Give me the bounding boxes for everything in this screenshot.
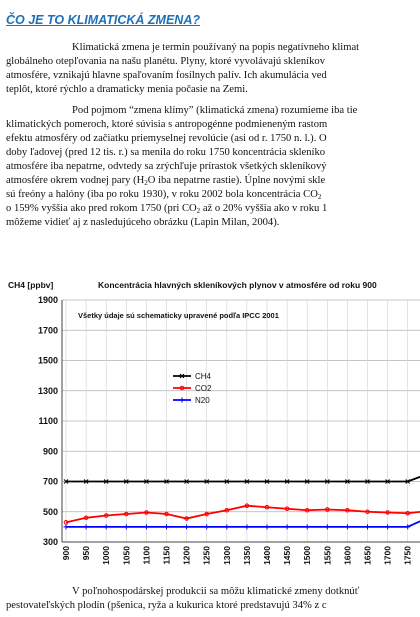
x-tick-label: 900 — [61, 546, 71, 561]
text-line: môžeme vidieť aj z nasledujúceho obrázku (Lapin Milan, 2004). — [6, 217, 280, 228]
text-line: klimatických pomeroch, ktoré súvisia s antropogénne podmieneným rastom — [6, 119, 328, 130]
legend-label: N20 — [195, 396, 210, 405]
text-line: efektu atmosféry od začiatku priemyselnej revolúcie (asi od r. 1750 n. l.). O — [6, 133, 327, 144]
text-line: atmosfére iba nepatrne, odvtedy sa zrýchľuje prírastok všetkých skleníkový — [6, 161, 327, 172]
y-tick-label: 1500 — [37, 355, 58, 366]
text-line: atmosfére, vznikajú hlavne spaľovaním fosílnych palív. Ich akumulácia ved — [6, 70, 327, 81]
page-heading: ČO JE TO KLIMATICKÁ ZMENA? — [6, 13, 200, 27]
y-tick-label: 1700 — [37, 325, 58, 336]
ghg-concentration-chart — [0, 276, 420, 606]
x-tick-label: 1100 — [141, 546, 152, 565]
x-tick-label: 1700 — [382, 546, 393, 565]
x-tick-label: 1200 — [181, 546, 192, 565]
x-tick-label: 1600 — [342, 546, 353, 565]
x-tick-label: 1450 — [282, 546, 293, 565]
text-line: V poľnohospodárskej produkcii sa môžu klimatické zmeny dotknúť — [72, 586, 360, 597]
legend-label: CO2 — [195, 384, 212, 393]
x-tick-label: 1150 — [161, 546, 172, 565]
chart-title: Koncentrácia hlavných skleníkových plynov v atmosfére od roku 900 — [98, 280, 377, 290]
chart — [0, 276, 420, 606]
x-tick-label: 1300 — [221, 546, 232, 565]
text-line: atmosfére okrem vodnej pary ($H_2O$ iba nepatrne rastie). Úplne novými skle — [6, 175, 326, 187]
y-tick-label: 1900 — [37, 295, 58, 305]
x-tick-label: 1400 — [262, 546, 272, 565]
y-tick-label: 300 — [42, 537, 58, 547]
x-tick-label: 1250 — [201, 546, 212, 565]
y-tick-label: 1300 — [37, 385, 58, 396]
x-tick-label: 1500 — [302, 546, 313, 565]
text-line: Pod pojmom “zmena klímy” (klimatická zmena) rozumieme iba tie — [72, 105, 358, 116]
x-tick-label: 1650 — [362, 546, 373, 565]
y-tick-label: 700 — [42, 476, 58, 487]
text-line: sú freóny a halóny (iba po roku 1930), v roku 2002 bola koncentrácia $CO_2$ — [6, 189, 322, 201]
x-tick-label: 1000 — [101, 546, 112, 565]
text-line: globálneho otepľovania na našu planétu. Plyny, ktoré vyvolávajú skleníkov — [6, 56, 326, 67]
x-tick-label: 1550 — [322, 546, 333, 565]
y-axis-label: CH4 [ppbv] — [8, 280, 54, 290]
text-line: doby ľadovej (pred 12 tis. r.) sa menila do roku 1750 koncentrácia skleníko — [6, 147, 326, 158]
x-tick-label: 1750 — [402, 546, 413, 565]
text-line: Klimatická zmena je termín používaný na popis negatívneho klimat — [72, 42, 360, 53]
y-tick-label: 900 — [42, 446, 58, 457]
x-tick-label: 1350 — [241, 546, 252, 565]
y-tick-label: 500 — [42, 506, 58, 517]
y-tick-label: 1100 — [38, 416, 58, 426]
chart-note: Všetky údaje sú schematicky upravené podľa IPCC 2001 — [78, 311, 279, 320]
legend-label: CH4 — [195, 372, 212, 381]
text-line: o 159% vyššia ako pred rokom 1750 (pri $CO_2$ až o 20% vyššia ako v roku 1 — [6, 203, 328, 215]
x-tick-label: 950 — [81, 546, 92, 561]
text-line: teplôt, ktoré rýchlo a dramaticky menia počasie na Zemi. — [6, 84, 248, 95]
text-line: pestovateľských plodín (pšenica, ryža a kukurica ktoré predstavujú 34% z c — [6, 600, 327, 611]
x-tick-label: 1050 — [121, 546, 132, 565]
